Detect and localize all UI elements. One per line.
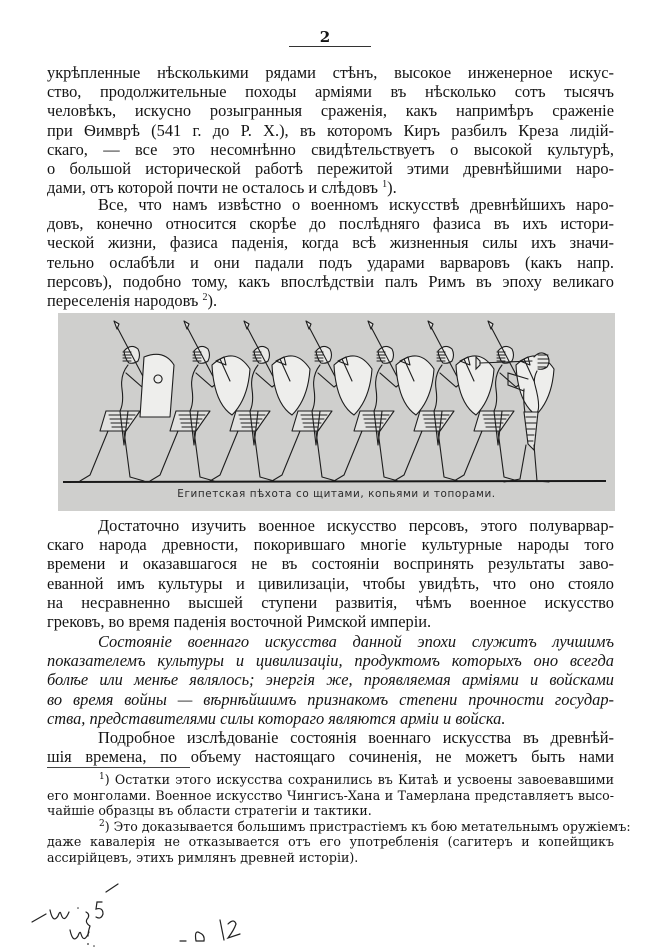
shield [396,356,434,415]
spear-tip [306,321,311,329]
text-line: во время войны — вѣрнѣйшимъ признакомъ степени прочности государ- [47,689,614,709]
text-line: ства, представителями силы котораго являются арміи и войска. [47,708,506,728]
spear-tip [244,321,249,329]
text-line: шія времена, по объему настоящаго сочиненія, не можетъ быть нами [47,747,614,767]
footnote-1-line: его монголами. Военное искусство Чингисъ-Хана и Тамерлана представляетъ высо- [47,787,614,803]
handwritten-a [196,932,205,941]
text-fragment: дами, отъ которой почти не осталось и слѣдовъ [47,178,378,198]
shield [272,356,310,415]
soldier-legs [210,431,274,481]
handwritten-12 [220,920,240,940]
text-fragment: ). [207,290,218,310]
spear-tip [114,321,119,329]
paragraph-3 [47,516,614,631]
soldier-legs [394,431,458,481]
text-fragment: ) Остатки этого искусства сохранились въ Китаѣ и усвоены завоевавшими [104,772,614,787]
soldier-legs [272,431,336,481]
shield [456,356,494,415]
spear-tip [428,321,433,329]
text-line: еванной имъ культуры и цивилизаціи, чтобы увидѣть, что оно стояло [47,573,614,593]
footnote-1-line [47,772,614,788]
text-line: человѣкъ, искусно розыгранныя сраженія, какъ напримѣръ сраженіе [47,101,614,121]
egyptian-infantry-illustration [58,313,615,511]
text-line: ческой жизни, фазиса паденія, когда всѣ жизненныя силы ихъ значи- [47,233,614,253]
spear-tip [488,321,493,329]
soldier-legs [454,431,518,481]
text-line: довъ, конечно относится скорѣе до послѣдняго фазиса въ ихъ истори- [47,214,614,234]
handwritten-w-1 [50,910,69,919]
spear-tip [184,321,189,329]
handwritten-annotations [0,868,300,948]
text-line: укрѣпленные нѣсколькими рядами стѣнъ, высокое инженерное искус- [47,63,614,82]
soldier-legs [80,431,144,481]
footnote-ref-2[interactable]: 2 [202,291,208,303]
text-line: грековъ, во время паденія восточной Римской имперіи. [47,611,432,631]
text-line: тельно ослабѣли и они падали подъ ударами варваровъ (какъ напр. [47,252,614,272]
footnote-2-line: ассирійцевъ, этихъ римлянъ древней исторіи). [47,849,359,865]
text-fragment: ) Это доказывается большимъ пристрастіемъ къ бою метательнымъ оружіемъ: [104,818,631,834]
text-line: показателемъ культуры и цивилизаціи, продуктомъ которыхъ оно всегда [47,651,614,671]
handwritten-w-2 [70,930,89,939]
text-line: персовъ), подобно тому, какъ впослѣдствіи палъ Римъ въ эпоху великаго [47,271,614,291]
shield [140,354,174,417]
ground-line [63,481,606,482]
text-line: скаго, — все это несомнѣнно свидѣтельствуетъ о высокой культурѣ, [47,139,614,159]
pencil-dash [32,914,46,922]
footnote-2-marker: 2 [99,818,105,829]
shield [334,356,372,415]
footnote-1-line: чайшіе образцы въ области стратегіи и тактики. [47,803,372,819]
paragraph-2 [47,195,614,310]
soldier-legs [150,431,214,481]
paragraph-1 [47,63,614,197]
text-line [47,291,614,310]
footnote-divider [47,767,190,768]
text-fragment: ). [387,178,397,198]
text-line: ство, продолжительные походы арміями въ нѣсколько сотъ тысячъ [47,82,614,102]
footnote-ref-1[interactable]: 1 [382,179,388,191]
text-line: на несравненно высшей ступени развитія, чѣмъ военное искусство [47,592,614,612]
page-number: 2 [319,28,331,46]
text-line: Состояніе военнаго искусства данной эпохи служитъ лучшимъ [98,632,614,651]
soldier-legs [334,431,398,481]
text-line: скаго народа древности, покорившаго многіе культурные народы того [47,535,614,555]
text-line: при Ѳимврѣ (541 г. до Р. Х.), въ которомъ Киръ разбилъ Креза лидій- [47,120,614,140]
pencil-dash [106,884,118,892]
text-line: времени и оказавшагося не въ состояніи воспринять результаты заво- [47,554,614,574]
text-line: болѣе или менѣе являлось; энергія же, проявляемая арміями и войсками [47,670,614,690]
paragraph-5 [47,728,614,766]
text-fragment: переселенія народовъ [47,290,199,310]
text-line: о большой исторической работѣ пережитой этими древнѣйшими наро- [47,158,614,178]
footnotes [47,772,631,866]
soldier-body [176,365,198,411]
page-number-rule [289,46,371,47]
figure-caption: Египетская пѣхота со щитами, копьями и топорами. [177,488,496,500]
footnote-2-line [47,818,631,835]
shield [212,356,250,415]
text-line: Подробное изслѣдованіе состоянія военнаго искусства въ древнѣй- [98,728,614,747]
text-line: Достаточно изучить военное искусство персовъ, этого полуварвар- [98,516,614,535]
soldier-body [106,365,128,411]
figure-egyptian-infantry [58,313,615,511]
footnote-1-marker: 1 [99,772,105,782]
handwritten-5 [96,902,103,918]
paragraph-4-italic [47,632,614,728]
spear-tip [368,321,373,329]
text-line: Все, что намъ извѣстно о военномъ искусствѣ древнѣйшихъ наро- [98,195,614,214]
footnote-2-line: даже кавалерія не отказывается отъ его употребленія (сагитеръ и копейщикъ [47,834,614,850]
